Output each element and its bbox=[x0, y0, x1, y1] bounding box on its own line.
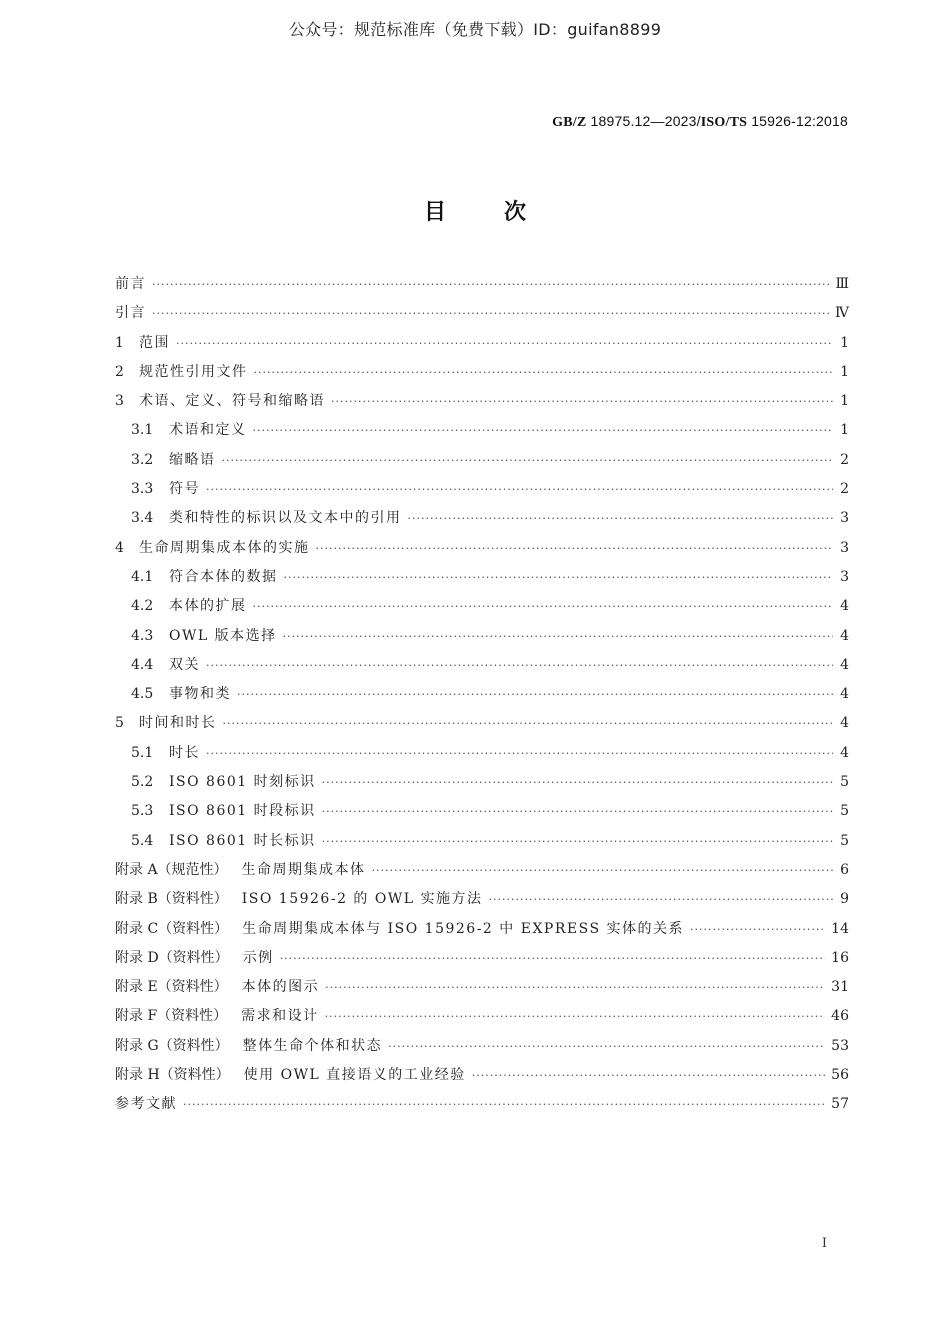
dot-leader bbox=[388, 1032, 825, 1061]
toc-entry-page: 1 bbox=[840, 334, 849, 351]
toc-entry-label: 本体的扩展 bbox=[169, 598, 247, 615]
toc-entry-label: ISO 8601 时刻标识 bbox=[169, 774, 316, 791]
toc-entry-page: 14 bbox=[831, 920, 849, 937]
toc-entry-label: 范围 bbox=[139, 334, 170, 351]
toc-entry-page: 2 bbox=[840, 451, 849, 468]
dot-leader bbox=[206, 475, 833, 504]
dot-leader bbox=[322, 827, 833, 856]
toc-entry-label: OWL 版本选择 bbox=[169, 627, 277, 644]
toc-entry[interactable] bbox=[115, 680, 849, 709]
toc-entry-label: 双关 bbox=[169, 656, 200, 673]
toc-entry-label: ISO 8601 时长标识 bbox=[169, 832, 316, 849]
toc-entry[interactable] bbox=[115, 329, 849, 358]
std-number: 18975.12—2023/ bbox=[590, 113, 701, 129]
toc-entry-page: 4 bbox=[840, 686, 849, 703]
toc-entry-number: 4.1 bbox=[131, 568, 154, 585]
toc-entry-number: 3.1 bbox=[131, 422, 154, 439]
toc-entry-page: 3 bbox=[840, 568, 849, 585]
toc-entry[interactable] bbox=[115, 651, 849, 680]
dot-leader bbox=[254, 358, 834, 387]
toc-entry[interactable] bbox=[115, 504, 849, 533]
dot-leader bbox=[152, 270, 829, 299]
toc-entry-page: Ⅲ bbox=[835, 276, 849, 292]
toc-entry[interactable] bbox=[115, 1090, 849, 1119]
toc-entry-number: 3 bbox=[115, 393, 124, 410]
toc-entry-label: 术语和定义 bbox=[169, 422, 247, 439]
toc-entry-number: 4.3 bbox=[131, 627, 154, 644]
toc-entry-label: 生命周期集成本体的实施 bbox=[139, 539, 310, 556]
dot-leader bbox=[152, 299, 829, 328]
toc-entry-page: 4 bbox=[840, 598, 849, 615]
toc-entry-page: 3 bbox=[840, 510, 849, 527]
toc-entry-page: 2 bbox=[840, 481, 849, 498]
dot-leader bbox=[322, 768, 833, 797]
dot-leader bbox=[223, 709, 834, 738]
toc-entry[interactable] bbox=[115, 270, 849, 299]
toc-entry-page: 4 bbox=[840, 744, 849, 761]
dot-leader bbox=[690, 915, 825, 944]
toc-entry-page: 3 bbox=[840, 539, 849, 556]
toc-entry-label: 缩略语 bbox=[169, 451, 216, 468]
toc-entry[interactable] bbox=[115, 973, 849, 1002]
toc-entry[interactable] bbox=[115, 299, 849, 328]
dot-leader bbox=[284, 563, 834, 592]
toc-entry-number: 附录 G（资料性） bbox=[115, 1037, 229, 1054]
toc-entry-page: 4 bbox=[840, 656, 849, 673]
dot-leader bbox=[280, 944, 825, 973]
toc-entry-number: 附录 H（资料性） bbox=[115, 1067, 230, 1084]
toc-entry[interactable] bbox=[115, 1032, 849, 1061]
toc-entry-page: 9 bbox=[840, 891, 849, 908]
toc-entry-page: 53 bbox=[831, 1037, 849, 1054]
toc-entry-label: 引言 bbox=[115, 305, 146, 322]
toc-entry-label: 时间和时长 bbox=[139, 715, 217, 732]
toc-entry-label: 使用 OWL 直接语义的工业经验 bbox=[243, 1067, 466, 1084]
dot-leader bbox=[222, 446, 834, 475]
toc-entry-label: ISO 15926-2 的 OWL 实施方法 bbox=[241, 891, 483, 908]
toc-entry-page: 46 bbox=[831, 1008, 849, 1025]
toc-entry[interactable] bbox=[115, 944, 849, 973]
toc-title: 目次 bbox=[423, 200, 584, 225]
toc-entry-number: 4 bbox=[115, 539, 124, 556]
dot-leader bbox=[253, 416, 834, 445]
toc-entry-page: 1 bbox=[840, 422, 849, 439]
toc-entry-label: 需求和设计 bbox=[241, 1008, 319, 1025]
dot-leader bbox=[408, 504, 834, 533]
dot-leader bbox=[322, 797, 833, 826]
toc-entry-number: 5.1 bbox=[131, 744, 154, 761]
toc-entry-number: 附录 C（资料性） bbox=[115, 920, 229, 937]
dot-leader bbox=[176, 329, 833, 358]
toc-entry[interactable] bbox=[115, 1061, 849, 1090]
toc-entry[interactable] bbox=[115, 739, 849, 768]
toc-entry[interactable] bbox=[115, 797, 849, 826]
toc-entry[interactable] bbox=[115, 827, 849, 856]
toc-entry-label: 本体的图示 bbox=[241, 979, 320, 996]
toc-entry-page: 56 bbox=[831, 1067, 849, 1084]
toc-entry-page: Ⅳ bbox=[835, 305, 849, 322]
toc-entry[interactable] bbox=[115, 534, 849, 563]
dot-leader bbox=[489, 885, 834, 914]
dot-leader bbox=[283, 622, 833, 651]
toc-entry-label: 生命周期集成本体 bbox=[241, 861, 366, 878]
dot-leader bbox=[206, 739, 833, 768]
toc-entry-number: 5.4 bbox=[131, 832, 154, 849]
dot-leader bbox=[331, 387, 833, 416]
toc-entry-page: 4 bbox=[840, 627, 849, 644]
toc-entry-label: 符号 bbox=[169, 481, 200, 498]
toc-entry-number: 3.2 bbox=[131, 451, 154, 468]
toc-entry[interactable] bbox=[115, 709, 849, 738]
toc-entry-label: 示例 bbox=[242, 949, 274, 966]
std-prefix: GB/Z bbox=[552, 115, 587, 130]
toc-entry[interactable] bbox=[115, 446, 849, 475]
toc-entry[interactable] bbox=[115, 915, 849, 944]
toc-entry-page: 5 bbox=[840, 803, 849, 820]
watermark-text: 公众号：规范标准库（免费下载）ID：guifan8899 bbox=[288, 20, 662, 39]
toc-entry-label: 参考文献 bbox=[115, 1096, 177, 1113]
dot-leader bbox=[183, 1090, 825, 1119]
toc-entry-number: 3.3 bbox=[131, 481, 154, 498]
toc-entry[interactable] bbox=[115, 622, 849, 651]
toc-entry-label: 规范性引用文件 bbox=[139, 363, 248, 380]
toc-entry[interactable] bbox=[115, 475, 849, 504]
toc-entry-number: 附录 A（规范性） bbox=[115, 861, 228, 878]
toc-entry[interactable] bbox=[115, 592, 849, 621]
dot-leader bbox=[325, 973, 825, 1002]
toc-entry-number: 3.4 bbox=[131, 510, 154, 527]
dot-leader bbox=[372, 856, 833, 885]
dot-leader bbox=[472, 1061, 825, 1090]
dot-leader bbox=[253, 592, 834, 621]
toc-entry-number: 4.4 bbox=[131, 656, 154, 673]
dot-leader bbox=[237, 680, 833, 709]
toc-entry-label: 前言 bbox=[115, 276, 146, 292]
toc-entry-number: 1 bbox=[115, 334, 124, 351]
toc-entry-label: 整体生命个体和状态 bbox=[242, 1037, 383, 1054]
toc-entry[interactable] bbox=[115, 1002, 849, 1031]
toc-entry[interactable] bbox=[115, 885, 849, 914]
toc-entry-label: 术语、定义、符号和缩略语 bbox=[139, 393, 325, 410]
toc-entry-page: 16 bbox=[831, 949, 849, 966]
toc-entry-label: ISO 8601 时段标识 bbox=[169, 803, 316, 820]
toc-entry[interactable] bbox=[115, 563, 849, 592]
dot-leader bbox=[316, 534, 834, 563]
table-of-contents bbox=[115, 270, 849, 1120]
iso-prefix: ISO/TS bbox=[700, 115, 748, 130]
toc-entry[interactable] bbox=[115, 387, 849, 416]
dot-leader bbox=[325, 1002, 826, 1031]
toc-entry[interactable] bbox=[115, 358, 849, 387]
toc-entry-number: 附录 B（资料性） bbox=[115, 891, 228, 908]
toc-entry-label: 生命周期集成本体与 ISO 15926-2 中 EXPRESS 实体的关系 bbox=[242, 920, 684, 937]
toc-entry-number: 4.5 bbox=[131, 686, 154, 703]
toc-entry-page: 31 bbox=[831, 979, 849, 996]
toc-entry-page: 1 bbox=[840, 363, 849, 380]
toc-entry-number: 5 bbox=[115, 715, 124, 732]
toc-entry-label: 符合本体的数据 bbox=[169, 568, 278, 585]
toc-entry-number: 附录 F（资料性） bbox=[115, 1008, 228, 1025]
toc-entry-number: 5.2 bbox=[131, 774, 154, 791]
toc-entry-label: 时长 bbox=[169, 744, 200, 761]
toc-entry-number: 5.3 bbox=[131, 803, 154, 820]
standard-code bbox=[552, 113, 848, 131]
toc-entry-page: 4 bbox=[840, 715, 849, 732]
toc-entry[interactable] bbox=[115, 416, 849, 445]
page-number: Ⅰ bbox=[821, 1236, 827, 1251]
toc-entry-page: 57 bbox=[831, 1096, 849, 1113]
toc-entry-number: 附录 E（资料性） bbox=[115, 979, 228, 996]
dot-leader bbox=[206, 651, 833, 680]
toc-entry[interactable] bbox=[115, 768, 849, 797]
toc-entry-label: 事物和类 bbox=[169, 686, 231, 703]
toc-entry-page: 1 bbox=[840, 393, 849, 410]
toc-entry-number: 2 bbox=[115, 363, 124, 380]
toc-entry-page: 5 bbox=[840, 832, 849, 849]
toc-entry-label: 类和特性的标识以及文本中的引用 bbox=[169, 510, 402, 527]
toc-entry-page: 6 bbox=[840, 861, 849, 878]
toc-entry-page: 5 bbox=[840, 774, 849, 791]
toc-entry-number: 4.2 bbox=[131, 598, 154, 615]
iso-number: 15926-12:2018 bbox=[751, 113, 848, 129]
toc-entry-number: 附录 D（资料性） bbox=[115, 949, 229, 966]
toc-entry[interactable] bbox=[115, 856, 849, 885]
